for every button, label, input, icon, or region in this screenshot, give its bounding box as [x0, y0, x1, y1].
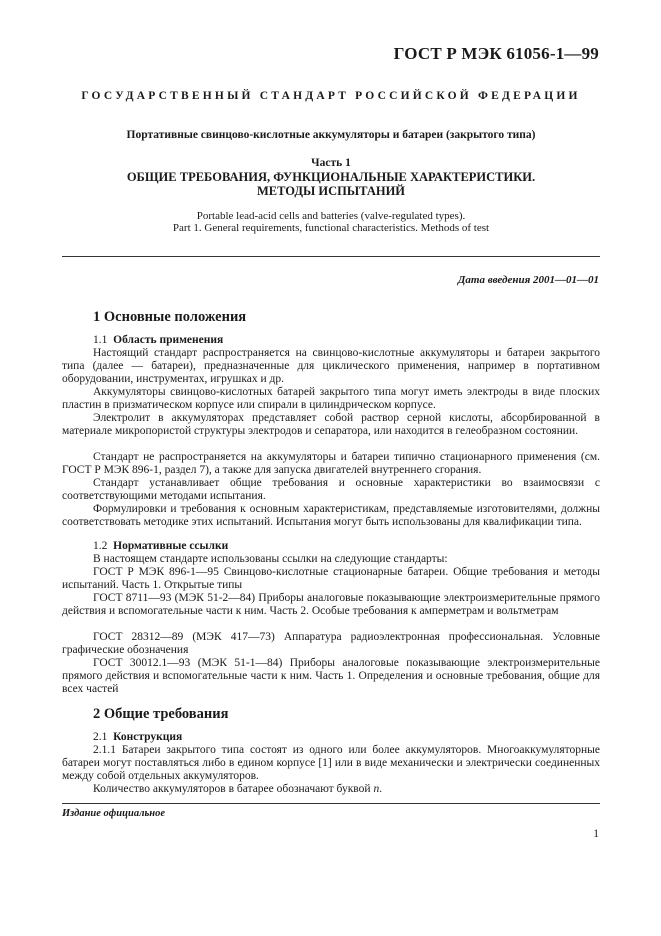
paragraph-electrolyte: Электролит в аккумуляторах представляет собой раствор серной кислоты, абсорбированной в материале микропористой структуры электродов и сепаратора, или находится в гелеобразном состоянии. — [62, 412, 600, 437]
section-1-heading: 1 Основные положения — [93, 309, 247, 325]
reference-gost-28312: ГОСТ 28312—89 (МЭК 417—73) Аппаратура радиоэлектронная профессиональная. Условные графические обозначения — [62, 631, 600, 656]
subsection-1-1-heading — [93, 334, 223, 346]
document-code: ГОСТ Р МЭК 61056-1—99 — [393, 44, 599, 63]
paragraph-cell-count — [62, 783, 600, 796]
subsection-2-1-heading — [93, 731, 182, 743]
english-title-line-1: Portable lead-acid cells and batteries (valve-regulated types). — [196, 210, 466, 222]
paragraph-construction: 2.1.1 Батареи закрытого типа состоят из одного или более аккумуляторов. Многоаккумуляторные батареи могут поставляться либо в едином корпусе [1] или в виде механически и электрически соединенных между собой отдельных аккумуляторов. — [62, 744, 600, 782]
reference-gost-896: ГОСТ Р МЭК 896-1—95 Свинцово-кислотные стационарные батареи. Общие требования и методы испытаний. Часть 1. Открытые типы — [62, 566, 600, 591]
paragraph-requirements: Стандарт устанавливает общие требования и основные характеристики во взаимосвязи с соответствующими методами испытания. — [62, 477, 600, 502]
subsection-number: 1.1 — [93, 334, 108, 346]
section-2-heading: 2 Общие требования — [93, 706, 229, 722]
cell-count-end: . — [379, 783, 383, 795]
page-number: 1 — [593, 828, 599, 840]
subsection-number: 1.2 — [93, 540, 108, 552]
footer-divider — [62, 803, 600, 804]
part-label: Часть 1 — [311, 157, 351, 169]
paragraph-formulations: Формулировки и требования к основным характеристикам, представляемые изготовителями, должны соответствовать методике этих испытаний. Испытания могут быть использованы для квалификации типа. — [62, 503, 600, 528]
document-title-line-1: ОБЩИЕ ТРЕБОВАНИЯ, ФУНКЦИОНАЛЬНЫЕ ХАРАКТЕРИСТИКИ. — [126, 170, 536, 184]
english-title-line-2: Part 1. General requirements, functional characteristics. Methods of test — [172, 222, 490, 234]
state-standard-title: ГОСУДАРСТВЕННЫЙ СТАНДАРТ РОССИЙСКОЙ ФЕДЕРАЦИИ — [81, 90, 581, 102]
document-subtitle: Портативные свинцово-кислотные аккумуляторы и батареи (закрытого типа) — [126, 129, 536, 141]
paragraph-electrodes: Аккумуляторы свинцово-кислотных батарей закрытого типа могут иметь электроды в виде плоских пластин в призматическом корпусе или спирали в цилиндрическом корпусе. — [62, 386, 600, 411]
paragraph-references-intro: В настоящем стандарте использованы ссылки на следующие стандарты: — [93, 553, 448, 565]
cell-count-text: Количество аккумуляторов в батарее обозначают буквой — [93, 783, 371, 795]
subsection-title: Конструкция — [113, 731, 183, 743]
reference-gost-8711: ГОСТ 8711—93 (МЭК 51-2—84) Приборы аналоговые показывающие электроизмерительные прямого действия и вспомогательные части к ним. Часть 2. Особые требования к амперметрам и вольтметрам — [62, 592, 600, 617]
subsection-title: Область применения — [113, 334, 224, 346]
title-divider — [62, 256, 600, 257]
reference-gost-30012: ГОСТ 30012.1—93 (МЭК 51-1—84) Приборы аналоговые показывающие электроизмерительные прямого действия и вспомогательные части к ним. Часть 1. Определения и основные требования, общие для всех частей — [62, 657, 600, 695]
official-edition-label: Издание официальное — [62, 808, 166, 819]
subsection-title: Нормативные ссылки — [113, 540, 229, 552]
paragraph-exclusions: Стандарт не распространяется на аккумуляторы и батареи типично стационарного применения (см. ГОСТ Р МЭК 896-1, раздел 7), а также для запуска двигателей внутреннего сгорания. — [62, 451, 600, 476]
intro-date: Дата введения 2001—01—01 — [457, 274, 599, 286]
document-title-line-2: МЕТОДЫ ИСПЫТАНИЙ — [256, 184, 406, 198]
cell-count-variable: n — [373, 783, 380, 795]
subsection-1-2-heading — [93, 540, 228, 552]
subsection-number: 2.1 — [93, 731, 108, 743]
paragraph-scope: Настоящий стандарт распространяется на свинцово-кислотные аккумуляторы и батареи закрытого типа (далее — батареи), предназначенные для циклического применения, например в портативном оборудовании, инструментах, игрушках и др. — [62, 347, 600, 385]
